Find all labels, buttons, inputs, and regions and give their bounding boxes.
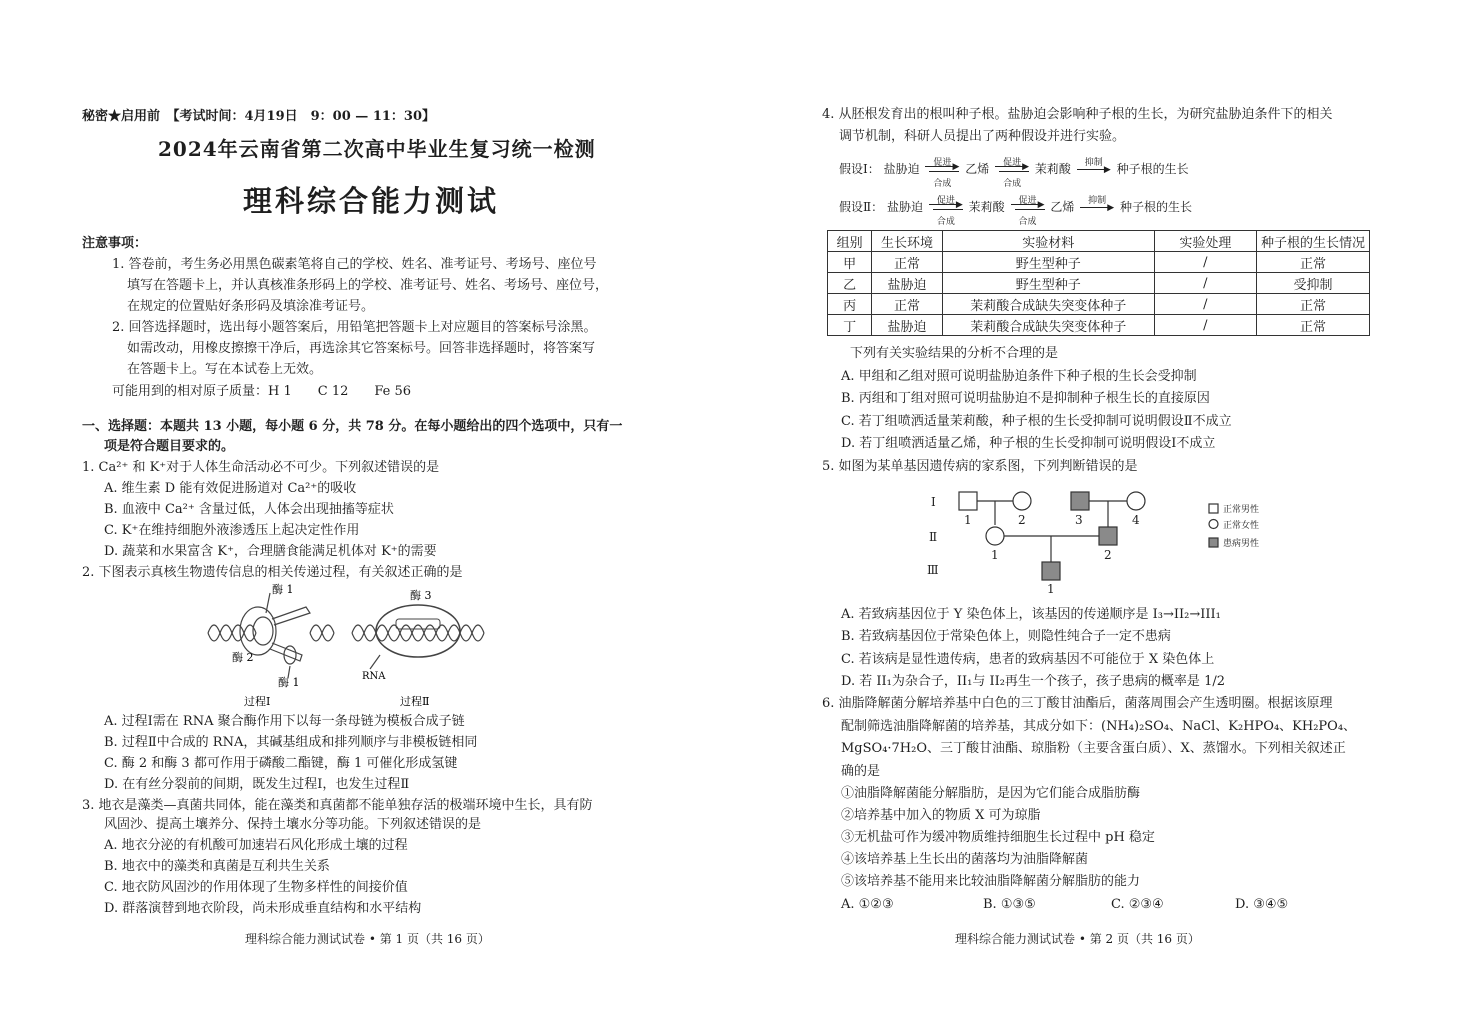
right-page — [737, 0, 1474, 1021]
table-cell: 正常 — [872, 252, 942, 273]
arrow-label: 合成 — [933, 178, 952, 189]
q5-option-b: B. 若致病基因位于常染色体上，则隐性纯合子一定不患病 — [841, 629, 1171, 644]
table-cell: 受抑制 — [1256, 273, 1369, 294]
q5-option-a: A. 若致病基因位于 Y 染色体上，该基因的传递顺序是 I₃→II₂→III₁ — [841, 607, 1221, 622]
pedigree-number: 2 — [1018, 513, 1026, 527]
pedigree-I1-normal-male — [959, 492, 977, 510]
pedigree-number: 2 — [1104, 548, 1112, 562]
label-enzyme3: 酶 3 — [410, 589, 432, 602]
q4-stem-cont: 调节机制，科研人员提出了两种假设并进行实验。 — [839, 129, 1126, 144]
notes-heading: 注意事项： — [82, 236, 148, 251]
arrow-label: 促进 — [1018, 195, 1037, 206]
table-cell: 正常 — [1256, 252, 1369, 273]
q6-stem-cont: 配制筛选油脂降解菌的培养基，其成分如下：(NH₄)₂SO₄、NaCl、K₂HPO₄、KH₂PO₄、 — [841, 719, 1357, 734]
hyp1-node: 茉莉酸 — [1034, 162, 1071, 176]
q1-option-d: D. 蔬菜和水果富含 K⁺，合理膳食能满足机体对 K⁺的需要 — [104, 544, 437, 559]
table-header: 实验材料 — [942, 231, 1154, 252]
arrow-label: 促进 — [936, 195, 955, 206]
table-cell: 丁 — [828, 315, 872, 336]
arrow-label: 合成 — [936, 216, 955, 227]
table-row — [828, 273, 1370, 294]
q2-option-a: A. 过程Ⅰ需在 RNA 聚合酶作用下以每一条母链为模板合成子链 — [104, 714, 465, 729]
legend-affected-male-icon — [1209, 538, 1218, 547]
pedigree-number: 4 — [1132, 513, 1140, 527]
q3-option-c: C. 地衣防风固沙的作用体现了生物多样性的间接价值 — [104, 880, 408, 895]
note-line: 填写在答题卡上，并认真核准条形码上的学校、准考证号、姓名、考场号、座位号， — [127, 278, 609, 293]
arrow-label: 合成 — [1018, 216, 1037, 227]
table-row — [828, 315, 1370, 336]
table-cell: 茉莉酸合成缺失突变体种子 — [942, 315, 1154, 336]
new-strand-upper — [272, 607, 310, 625]
q6-stem-cont: MgSO₄·7H₂O、三丁酸甘油酯、琼脂粉（主要含蛋白质）、X、蒸馏水。下列相关叙述正 — [841, 741, 1346, 756]
q4-option-d: D. 若丁组喷洒适量乙烯，种子根的生长受抑制可说明假设Ⅰ不成立 — [841, 436, 1216, 451]
page2-footer: 理科综合能力测试试卷 • 第 2 页（共 16 页） — [955, 932, 1200, 946]
arrow-label: 促进 — [1003, 157, 1022, 168]
pedigree-I4-normal-female — [1127, 492, 1145, 510]
q4-question: 下列有关实验结果的分析不合理的是 — [850, 346, 1059, 361]
table-cell: 盐胁迫 — [872, 273, 942, 294]
table-cell: 正常 — [872, 294, 942, 315]
pedigree-I3-affected-male — [1071, 492, 1089, 510]
table-cell: / — [1154, 273, 1256, 294]
enzyme1-bubble — [253, 617, 273, 645]
table-cell: 正常 — [1256, 294, 1369, 315]
q5-option-d: D. 若 II₁为杂合子，II₁与 II₂再生一个孩子，孩子患病的概率是 1/2 — [841, 674, 1225, 689]
label-process1: 过程Ⅰ — [244, 695, 271, 708]
q1-option-b: B. 血液中 Ca²⁺ 含量过低，人体会出现抽搐等症状 — [104, 502, 394, 517]
q6-stem: 6. 油脂降解菌分解培养基中白色的三丁酸甘油酯后，菌落周围会产生透明圈。根据该原理 — [822, 696, 1333, 711]
q6-choice-b: B. ①③⑤ — [983, 897, 1036, 912]
q2-option-c: C. 酶 2 和酶 3 都可作用于磷酸二酯键，酶 1 可催化形成氢键 — [104, 756, 458, 771]
table-header: 实验处理 — [1154, 231, 1256, 252]
q1-option-a: A. 维生素 D 能有效促进肠道对 Ca²⁺的吸收 — [104, 481, 357, 496]
q6-statement: ④该培养基上生长出的菌落均为油脂降解菌 — [841, 852, 1089, 867]
table-cell: 丙 — [828, 294, 872, 315]
table-header: 组别 — [828, 231, 872, 252]
pedigree-chart — [927, 486, 1297, 596]
note-line: 1. 答卷前，考生务必用黑色碳素笔将自己的学校、姓名、准考证号、考场号、座位号 — [112, 257, 597, 272]
q6-choice-c: C. ②③④ — [1111, 897, 1164, 912]
label-rna: RNA — [362, 671, 386, 682]
hypothesis-1 — [839, 157, 1189, 189]
q2-option-b: B. 过程Ⅱ中合成的 RNA，其碱基组成和排列顺序与非模板链相同 — [104, 735, 478, 750]
pedigree-III1-affected-male — [1042, 562, 1060, 580]
gen-label: Ⅲ — [927, 563, 939, 577]
legend-normal-female-icon — [1209, 520, 1218, 529]
table-header: 生长环境 — [872, 231, 942, 252]
hyp1-node: 盐胁迫 — [883, 162, 920, 176]
pedigree-II2-affected-male — [1099, 527, 1117, 545]
atomic-mass-line: 可能用到的相对原子质量：H 1 C 12 Fe 56 — [112, 384, 412, 399]
hyp1-node: 乙烯 — [965, 162, 990, 176]
q6-choice-d: D. ③④⑤ — [1235, 897, 1289, 912]
table-cell: 野生型种子 — [942, 273, 1154, 294]
subject-title: 理科综合能力测试 — [243, 184, 500, 218]
note-line: 2. 回答选择题时，选出每小题答案后，用铅笔把答题卡上对应题目的答案标号涂黑。 — [112, 320, 597, 335]
q3-option-b: B. 地衣中的藻类和真菌是互利共生关系 — [104, 859, 330, 874]
dna-strand-right — [352, 625, 484, 641]
double-arrow-icon: 促进 ▶ 合成 — [925, 164, 959, 176]
table-cell: 正常 — [1256, 315, 1369, 336]
double-arrow-icon: 促进 ▶ 合成 — [929, 202, 963, 214]
q3-option-a: A. 地衣分泌的有机酸可加速岩石风化形成土壤的过程 — [104, 838, 408, 853]
arrow-label: 抑制 — [1084, 157, 1103, 168]
q3-stem: 3. 地衣是藻类—真菌共同体，能在藻类和真菌都不能单独存活的极端环境中生长，具有防 — [82, 798, 593, 813]
page1-footer: 理科综合能力测试试卷 • 第 1 页（共 16 页） — [245, 932, 490, 946]
hyp1-node: 种子根的生长 — [1116, 162, 1189, 176]
q2-option-d: D. 在有丝分裂前的间期，既发生过程Ⅰ，也发生过程Ⅱ — [104, 777, 410, 792]
q1-stem: 1. Ca²⁺ 和 K⁺对于人体生命活动必不可少。下列叙述错误的是 — [82, 460, 440, 475]
double-arrow-icon: 促进 ▶ 合成 — [1011, 202, 1045, 214]
new-strand-lower — [270, 643, 302, 661]
hyp2-label: 假设Ⅱ： — [839, 200, 884, 214]
q6-statement: ③无机盐可作为缓冲物质维持细胞生长过程中 pH 稳定 — [841, 830, 1155, 845]
q4-option-c: C. 若丁组喷洒适量茉莉酸，种子根的生长受抑制可说明假设Ⅱ不成立 — [841, 414, 1232, 429]
table-cell: 野生型种子 — [942, 252, 1154, 273]
table-cell: 盐胁迫 — [872, 315, 942, 336]
table-cell: 乙 — [828, 273, 872, 294]
section1-heading-cont: 项是符合题目要求的。 — [104, 439, 235, 454]
confidential-header: 秘密★启用前 【考试时间：4月19日 9：00 — 11：30】 — [82, 109, 436, 124]
pedigree-II1-normal-female — [986, 527, 1004, 545]
table-cell: / — [1154, 294, 1256, 315]
section1-heading: 一、选择题：本题共 13 小题，每小题 6 分，共 78 分。在每小题给出的四个选项中，只有一 — [82, 419, 623, 434]
experiment-table — [827, 230, 1370, 336]
label-enzyme2: 酶 2 — [232, 651, 254, 664]
hyp2-node: 茉莉酸 — [968, 200, 1005, 214]
legend-label: 正常女性 — [1223, 521, 1260, 531]
hyp2-node: 乙烯 — [1050, 200, 1075, 214]
pedigree-number: 1 — [1047, 582, 1055, 596]
pedigree-number: 1 — [991, 548, 999, 562]
q6-statement: ⑤该培养基不能用来比较油脂降解菌分解脂肪的能力 — [841, 874, 1141, 889]
q3-stem-cont: 风固沙、提高土壤养分、保持土壤水分等功能。下列叙述错误的是 — [104, 817, 482, 832]
table-header-row — [828, 231, 1370, 252]
arrow-icon: 抑制 ▶ — [1077, 164, 1111, 176]
label-enzyme1-top: 酶 1 — [272, 583, 294, 596]
q6-statement: ①油脂降解菌能分解脂肪，是因为它们能合成脂肪酶 — [841, 786, 1141, 801]
hyp2-node: 盐胁迫 — [887, 200, 924, 214]
q6-stem-cont: 确的是 — [841, 764, 881, 779]
label-enzyme1-bottom: 酶 1 — [278, 676, 300, 689]
legend-label: 患病男性 — [1223, 539, 1260, 549]
hypothesis-2 — [839, 195, 1193, 227]
gen-label: Ⅰ — [931, 495, 936, 509]
q4-option-b: B. 丙组和丁组对照可说明盐胁迫不是抑制种子根生长的直接原因 — [841, 391, 1210, 406]
pedigree-number: 3 — [1075, 513, 1083, 527]
label-process2: 过程Ⅱ — [400, 695, 430, 708]
hyp2-node: 种子根的生长 — [1120, 200, 1193, 214]
table-header: 种子根的生长情况 — [1256, 231, 1369, 252]
hyp1-label: 假设Ⅰ： — [839, 162, 880, 176]
q3-option-d: D. 群落演替到地衣阶段，尚未形成垂直结构和水平结构 — [104, 901, 422, 916]
q4-option-a: A. 甲组和乙组对照可说明盐胁迫条件下种子根的生长会受抑制 — [841, 369, 1197, 384]
table-cell: / — [1154, 252, 1256, 273]
pedigree-number: 1 — [964, 513, 972, 527]
gen-label: Ⅱ — [929, 530, 938, 544]
arrow-icon: 抑制 ▶ — [1080, 202, 1114, 214]
table-row — [828, 294, 1370, 315]
note-line: 在答题卡上。写在本试卷上无效。 — [127, 362, 323, 377]
q6-statement: ②培养基中加入的物质 X 可为琼脂 — [841, 808, 1041, 823]
table-row — [828, 252, 1370, 273]
note-line: 如需改动，用橡皮擦擦干净后，再选涂其它答案标号。回答非选择题时，将答案写 — [127, 341, 596, 356]
dna-process-figure — [200, 583, 500, 708]
table-cell: / — [1154, 315, 1256, 336]
dna-strand-left-end — [310, 625, 334, 641]
arrow-label: 抑制 — [1088, 195, 1107, 206]
arrow-label: 促进 — [933, 157, 952, 168]
q6-choice-a: A. ①②③ — [841, 897, 894, 912]
double-arrow-icon: 促进 ▶ 合成 — [995, 164, 1029, 176]
table-cell: 甲 — [828, 252, 872, 273]
dna-strand-right — [352, 625, 484, 641]
q5-stem: 5. 如图为某单基因遗传病的家系图，下列判断错误的是 — [822, 459, 1138, 474]
note-line: 在规定的位置贴好条形码及填涂准考证号。 — [127, 299, 375, 314]
q2-stem: 2. 下图表示真核生物遗传信息的相关传递过程，有关叙述正确的是 — [82, 565, 463, 580]
table-cell: 茉莉酸合成缺失突变体种子 — [942, 294, 1154, 315]
legend-normal-male-icon — [1209, 504, 1218, 513]
arrow-label: 合成 — [1003, 178, 1022, 189]
legend-label: 正常男性 — [1223, 505, 1260, 515]
pedigree-I2-normal-female — [1013, 492, 1031, 510]
exam-title: 2024年云南省第二次高中毕业生复习统一检测 — [158, 137, 596, 161]
q1-option-c: C. K⁺在维持细胞外液渗透压上起决定性作用 — [104, 523, 360, 538]
q5-option-c: C. 若该病是显性遗传病，患者的致病基因不可能位于 X 染色体上 — [841, 652, 1215, 667]
q4-stem: 4. 从胚根发育出的根叫种子根。盐胁迫会影响种子根的生长，为研究盐胁迫条件下的相关 — [822, 107, 1333, 122]
dna-strand-left — [208, 625, 256, 641]
